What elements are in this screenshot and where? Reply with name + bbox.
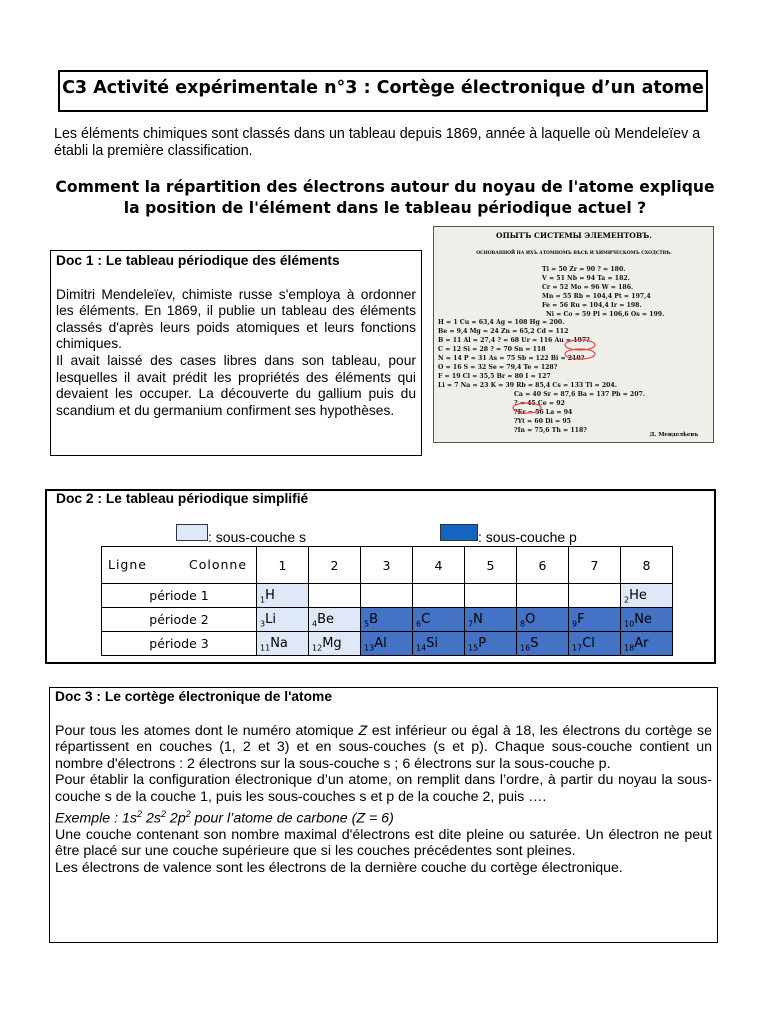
element-cell-C	[413, 608, 465, 632]
doc3-title: Doc 3 : Le cortège électronique de l'atome	[55, 689, 332, 704]
element-symbol: Li	[265, 611, 276, 627]
element-cell-Mg	[309, 632, 361, 656]
element-symbol: Cl	[582, 635, 595, 651]
element-symbol: P	[478, 635, 487, 651]
legend-p-swatch	[440, 524, 478, 541]
element-symbol: Al	[374, 635, 387, 651]
mendeleev-line: ?In = 75,6 Th = 118?	[514, 427, 587, 434]
table-row	[102, 608, 673, 632]
mendeleev-line: Cr = 52 Mo = 96 W = 186.	[542, 284, 634, 291]
doc1-title: Doc 1 : Le tableau périodique des éléments	[56, 253, 340, 268]
atomic-number: 11	[260, 643, 271, 653]
atomic-number: 16	[520, 643, 531, 653]
element-cell-P	[465, 632, 517, 656]
atomic-number: 4	[312, 619, 318, 629]
element-cell-Si	[413, 632, 465, 656]
title-box	[58, 70, 708, 112]
simplified-periodic-table	[101, 546, 673, 656]
column-header-8: 8	[621, 547, 673, 584]
mendeleev-line: F = 19 Cl = 35,5 Br = 80 I = 127	[438, 373, 551, 380]
atomic-number: 8	[520, 619, 526, 629]
column-header-6: 6	[517, 547, 569, 584]
column-header-1: 1	[257, 547, 309, 584]
element-symbol: Na	[270, 635, 288, 651]
empty-cell	[413, 584, 465, 608]
element-symbol: Ar	[634, 635, 649, 651]
element-cell-Ar	[621, 632, 673, 656]
doc2-title: Doc 2 : Le tableau périodique simplifié	[56, 491, 309, 506]
mendeleev-line: Ti = 50 Zr = 90 ? = 180.	[542, 266, 626, 273]
doc3-paragraph-4: Les électrons de valence sont les électrons de la dernière couche du cortège électronique.	[55, 860, 623, 877]
mendeleev-line: ? = 45 Ce = 92	[514, 400, 565, 407]
empty-cell	[517, 584, 569, 608]
doc3-paragraph-3: Une couche contenant son nombre maximal d'électrons est dite pleine ou saturée. Un électron ne peut être placé sur une couche supérieure que si les couches précédentes sont pleines.	[55, 826, 712, 860]
header-ligne-colonne	[102, 547, 257, 584]
legend-s-swatch	[176, 524, 208, 541]
doc3-example: Exemple : $1s^2$ $2s^2$ $2p^2$ pour l’atome de carbone (Z = 6)	[55, 808, 394, 827]
element-symbol: N	[473, 611, 483, 627]
column-header-7: 7	[569, 547, 621, 584]
doc2-box	[45, 489, 716, 664]
element-cell-Li	[257, 608, 309, 632]
atomic-number: 13	[364, 643, 375, 653]
doc3-paragraph-1: Pour tous les atomes dont le numéro atomique Z est inférieur ou égal à 18, les électrons du cortège se répartissent en couches (1, 2 et 3) et en sous-couches (s et p). Chaque sous-couche contient un nombre d'électrons : 2 électrons sur la sous-couche s ; 6 électrons sur la sous-couche p.	[55, 722, 712, 772]
problem-question: Comment la répartition des électrons autour du noyau de l'atome explique la position de l'élément dans le tableau périodique actuel ?	[55, 178, 715, 217]
atomic-number: 9	[572, 619, 578, 629]
empty-cell	[361, 584, 413, 608]
element-symbol: H	[265, 587, 275, 603]
column-header-4: 4	[413, 547, 465, 584]
element-symbol: Ne	[634, 611, 652, 627]
mendeleev-line: C = 12 Si = 28 ? = 70 Sn = 118	[438, 346, 546, 353]
table-header-row	[102, 547, 673, 584]
page-title: C3 Activité expérimentale n°3 : Cortège électronique d’un atome	[62, 78, 704, 98]
mendeleev-table-figure	[434, 227, 713, 442]
atomic-number: 15	[468, 643, 479, 653]
mendeleev-line: ?Yt = 60 Di = 95	[514, 418, 571, 425]
mendeleev-line: H = 1 Cu = 63,4 Ag = 108 Hg = 200.	[438, 319, 565, 326]
mendeleev-heading: ОПЫТЪ СИСТЕМЫ ЭЛЕМЕНТОВЪ.	[496, 231, 652, 240]
element-cell-N	[465, 608, 517, 632]
mendeleev-line: Mn = 55 Rh = 104,4 Pt = 197,4	[542, 293, 651, 300]
mendeleev-line: Li = 7 Na = 23 K = 39 Rb = 85,4 Cs = 133 Tl = 204.	[438, 382, 617, 389]
element-cell-O	[517, 608, 569, 632]
mendeleev-line: Be = 9,4 Mg = 24 Zn = 65,2 Cd = 112	[438, 328, 569, 335]
atomic-number: 17	[572, 643, 583, 653]
mendeleev-line: O = 16 S = 32 Se = 79,4 Te = 128?	[438, 364, 558, 371]
atomic-number: 18	[624, 643, 635, 653]
mendeleev-line: N = 14 P = 31 As = 75 Sb = 122 Bi = 210?	[438, 355, 585, 362]
element-cell-Be	[309, 608, 361, 632]
doc3-paragraph-2: Pour établir la configuration électronique d’un atome, on remplit dans l’ordre, à partir du noyau la sous-couche s de la couche 1, puis les sous-couches s et p de la couche 2, puis ….	[55, 772, 712, 805]
element-cell-B	[361, 608, 413, 632]
mendeleev-line: Ca = 40 Sr = 87,6 Ba = 137 Pb = 207.	[514, 391, 645, 398]
mendeleev-line: Fe = 56 Ru = 104,4 Ir = 198.	[542, 302, 642, 309]
table-row	[102, 584, 673, 608]
mendeleev-line: ?Er = 56 La = 94	[514, 409, 573, 416]
element-symbol: Si	[426, 635, 439, 651]
mendeleev-line: Ni = Co = 59 Pl = 106,6 Os = 199.	[546, 311, 665, 318]
element-cell-Cl	[569, 632, 621, 656]
column-header-5: 5	[465, 547, 517, 584]
period-label: période 1	[102, 584, 257, 608]
column-header-3: 3	[361, 547, 413, 584]
element-symbol: Mg	[322, 635, 342, 651]
empty-cell	[465, 584, 517, 608]
element-symbol: F	[577, 611, 585, 627]
doc1-box	[50, 250, 422, 456]
mendeleev-signature: Д. Менделѣевъ	[649, 432, 699, 438]
column-header-2: 2	[309, 547, 361, 584]
atomic-number: 7	[468, 619, 474, 629]
element-cell-Ne	[621, 608, 673, 632]
element-symbol: O	[525, 611, 536, 627]
intro-paragraph: Les éléments chimiques sont classés dans un tableau depuis 1869, année à laquelle où Mendeleïev a établi la première classification.	[54, 126, 701, 159]
atomic-number: 3	[260, 619, 266, 629]
element-cell-He	[621, 584, 673, 608]
mendeleev-subheading: ОСНОВАННОЙ НА ИХЪ АТОМНОМЪ ВѢСѢ И ХИМИЧЕСКОМЪ СХОДСТВѢ.	[476, 251, 672, 256]
element-symbol: B	[369, 611, 379, 627]
header-colonne: Colonne	[189, 557, 248, 572]
doc1-paragraph-1: Dimitri Mendeleïev, chimiste russe s'employa à ordonner les éléments. En 1869, il publie un tableau des éléments classés d'après leurs poids atomiques et leurs fonctions chimiques.	[56, 286, 416, 352]
mendeleev-line: B = 11 Al = 27,4 ? = 68 Ur = 116 Au = 197?	[438, 337, 590, 344]
period-label: période 3	[102, 632, 257, 656]
atomic-number: 2	[624, 595, 630, 605]
atomic-number: 10	[624, 619, 635, 629]
element-symbol: He	[629, 587, 647, 603]
atomic-number: 6	[416, 619, 422, 629]
header-ligne: Ligne	[108, 557, 147, 572]
element-cell-H	[257, 584, 309, 608]
element-cell-S	[517, 632, 569, 656]
period-label: période 2	[102, 608, 257, 632]
empty-cell	[569, 584, 621, 608]
mendeleev-table-image	[433, 226, 714, 443]
doc1-paragraph-2: Il avait laissé des cases libres dans son tableau, pour lesquelles il avait prédit les propriétés des éléments qui devaient les occuper. La découverte du gallium puis du scandium et du germanium confirment ses hypothèses.	[56, 352, 416, 418]
mendeleev-line: V = 51 Nb = 94 Ta = 182.	[542, 275, 630, 282]
table-row	[102, 632, 673, 656]
atomic-number: 1	[260, 595, 266, 605]
atomic-number: 12	[312, 643, 323, 653]
element-cell-Na	[257, 632, 309, 656]
legend-s-label: : sous-couche s	[208, 529, 307, 545]
atomic-number: 14	[416, 643, 427, 653]
element-symbol: S	[530, 635, 539, 651]
legend-p-label: : sous-couche p	[478, 529, 577, 545]
empty-cell	[309, 584, 361, 608]
element-symbol: C	[421, 611, 431, 627]
element-symbol: Be	[317, 611, 335, 627]
doc3-box	[49, 687, 718, 943]
element-cell-Al	[361, 632, 413, 656]
atomic-number: 5	[364, 619, 370, 629]
element-cell-F	[569, 608, 621, 632]
